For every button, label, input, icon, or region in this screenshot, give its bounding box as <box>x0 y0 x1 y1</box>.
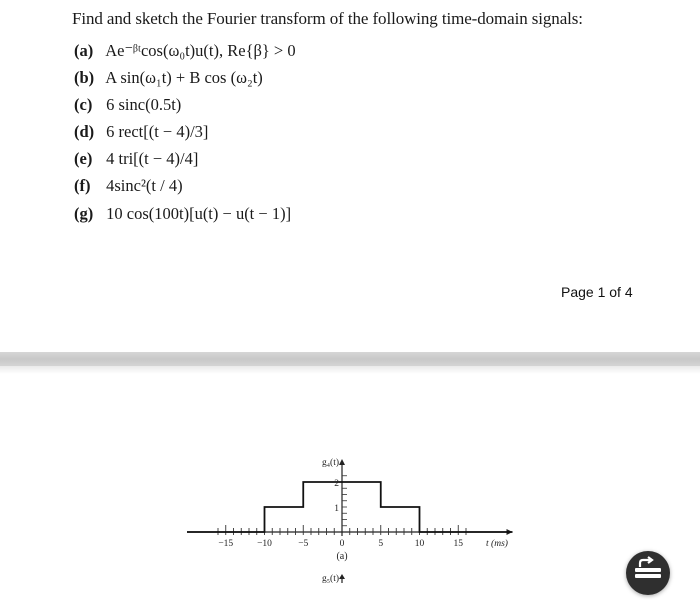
signal-g4-line <box>187 482 513 532</box>
problem-expression: A sin(ω₁t) + B cos (ω₂t) <box>105 68 263 87</box>
problem-heading: Find and sketch the Fourier transform of the following time-domain signals: <box>72 9 583 28</box>
problem-item <box>74 149 198 169</box>
problem-item <box>74 41 296 61</box>
problem-label: (b) <box>74 68 95 87</box>
document-page-2 <box>0 374 700 583</box>
x-tick-label: 0 <box>339 539 345 549</box>
page-divider <box>0 352 700 366</box>
y-tick-label: 1 <box>334 504 339 514</box>
problem-expression: 6 sinc(0.5t) <box>106 95 182 114</box>
problem-item <box>74 122 208 142</box>
page-divider-shadow <box>0 366 700 374</box>
y-tick-label: 2 <box>334 479 339 489</box>
problem-label: (c) <box>74 95 93 114</box>
problem-expression: 6 rect[(t − 4)/3] <box>106 122 209 141</box>
problem-label: (g) <box>74 204 94 223</box>
problem-label: (d) <box>74 122 95 141</box>
x-tick-label: 15 <box>453 539 463 549</box>
signal-plot <box>0 374 700 583</box>
problem-item <box>74 95 181 115</box>
problem-label: (f) <box>74 176 91 195</box>
problem-item <box>74 68 263 88</box>
x-tick-label: 10 <box>414 539 425 549</box>
x-tick-label: −15 <box>218 539 234 549</box>
problem-expression: 10 cos(100t)[u(t) − u(t − 1)] <box>106 204 292 223</box>
problem-item <box>74 204 291 224</box>
upload-icon <box>626 551 670 595</box>
problem-expression: 4 tri[(t − 4)/4] <box>106 149 199 168</box>
y-axis-arrow <box>339 459 345 465</box>
next-plot-label: g₅(t) <box>321 574 339 583</box>
problem-label: (e) <box>74 149 93 168</box>
problem-item <box>74 176 183 196</box>
y-axis-label: g₄(t) <box>321 458 339 468</box>
next-plot-arrow <box>339 574 345 579</box>
x-axis-label: t (ms) <box>486 539 508 549</box>
x-tick-label: −10 <box>257 539 272 549</box>
problem-expression: Ae⁻ᵝᵗcos(ω₀t)u(t), Re{β} > 0 <box>105 41 296 60</box>
x-tick-label: 5 <box>378 539 384 549</box>
page-indicator: Page 1 of 4 <box>561 284 633 300</box>
x-tick-label: −5 <box>298 539 309 549</box>
problem-label: (a) <box>74 41 94 60</box>
upload-button[interactable] <box>626 551 670 595</box>
figure-caption: (a) <box>336 551 348 562</box>
problem-expression: 4sinc²(t / 4) <box>106 176 183 195</box>
